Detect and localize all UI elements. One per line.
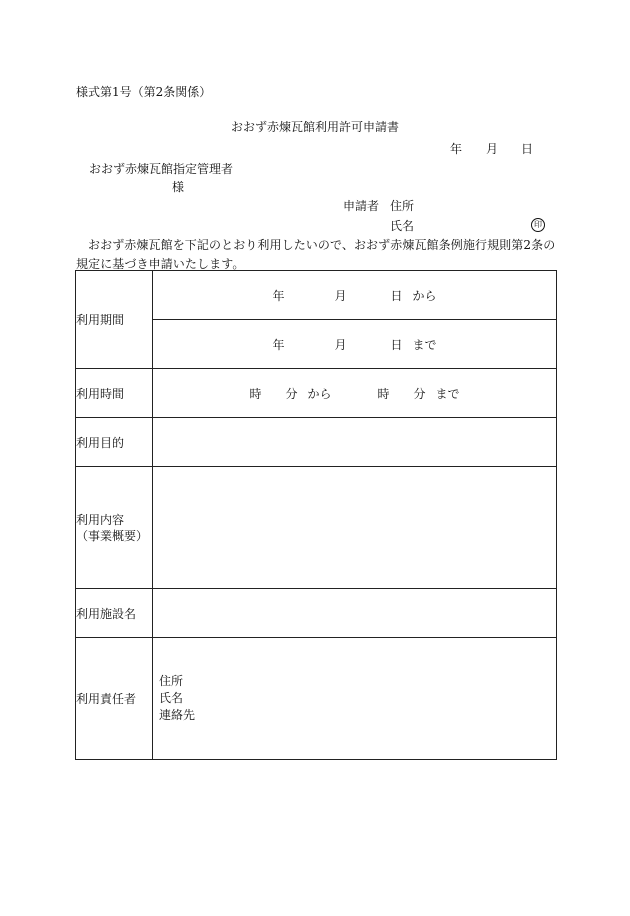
responsible-name-label: 氏名 [159, 691, 184, 705]
period-label: 利用期間 [76, 271, 153, 369]
applicant-name-label: 氏名 [390, 219, 415, 233]
time-cell[interactable] [153, 369, 557, 418]
period-to-day: 日 [390, 337, 403, 352]
responsible-row [76, 638, 557, 760]
date-month-label: 月 [486, 142, 499, 156]
time-from-suffix: から [307, 386, 332, 401]
period-from-cell[interactable] [153, 271, 557, 320]
period-to-month: 月 [334, 337, 347, 352]
period-row-from [76, 271, 557, 320]
facility-label: 利用施設名 [76, 589, 153, 638]
period-from-month: 月 [334, 288, 347, 303]
time-row [76, 369, 557, 418]
form-number: 様式第1号（第2条関係） [76, 85, 212, 99]
date-day-label: 日 [521, 142, 534, 156]
period-from-year: 年 [272, 288, 285, 303]
honorific: 様 [172, 180, 185, 194]
document-title: おおず赤煉瓦館利用許可申請書 [230, 120, 399, 134]
applicant-address-label: 住所 [390, 199, 415, 213]
responsible-contact-label: 連絡先 [159, 708, 196, 722]
time-label: 利用時間 [76, 369, 153, 418]
content-label [76, 467, 153, 589]
responsible-address-label: 住所 [159, 674, 184, 688]
responsible-cell[interactable] [153, 638, 557, 760]
seal-icon: 印 [531, 218, 545, 232]
intro-text: おおず赤煉瓦館を下記のとおり利用したいので、おおず赤煉瓦館条例施行規則第2条の規定に基づき申請いたします。 [76, 238, 556, 271]
purpose-row [76, 418, 557, 467]
application-table [75, 270, 557, 760]
content-label-line2: （事業概要） [76, 528, 149, 543]
addressee: おおず赤煉瓦館指定管理者 [89, 162, 234, 176]
period-to-year: 年 [272, 337, 285, 352]
purpose-label: 利用目的 [76, 418, 153, 467]
time-min-to: 分 [413, 386, 426, 401]
content-cell[interactable] [153, 467, 557, 589]
date-year-label: 年 [450, 142, 463, 156]
facility-cell[interactable] [153, 589, 557, 638]
facility-row [76, 589, 557, 638]
purpose-cell[interactable] [153, 418, 557, 467]
period-from-suffix: から [412, 288, 437, 303]
period-to-suffix: まで [412, 337, 437, 352]
content-row [76, 467, 557, 589]
time-to-suffix: まで [435, 386, 460, 401]
content-label-line1: 利用内容 [76, 512, 125, 527]
time-min-from: 分 [285, 386, 298, 401]
time-hour-from: 時 [249, 386, 262, 401]
time-hour-to: 時 [377, 386, 390, 401]
applicant-label: 申請者 [343, 199, 380, 213]
period-to-cell[interactable] [153, 320, 557, 369]
period-from-day: 日 [390, 288, 403, 303]
responsible-label: 利用責任者 [76, 638, 153, 760]
